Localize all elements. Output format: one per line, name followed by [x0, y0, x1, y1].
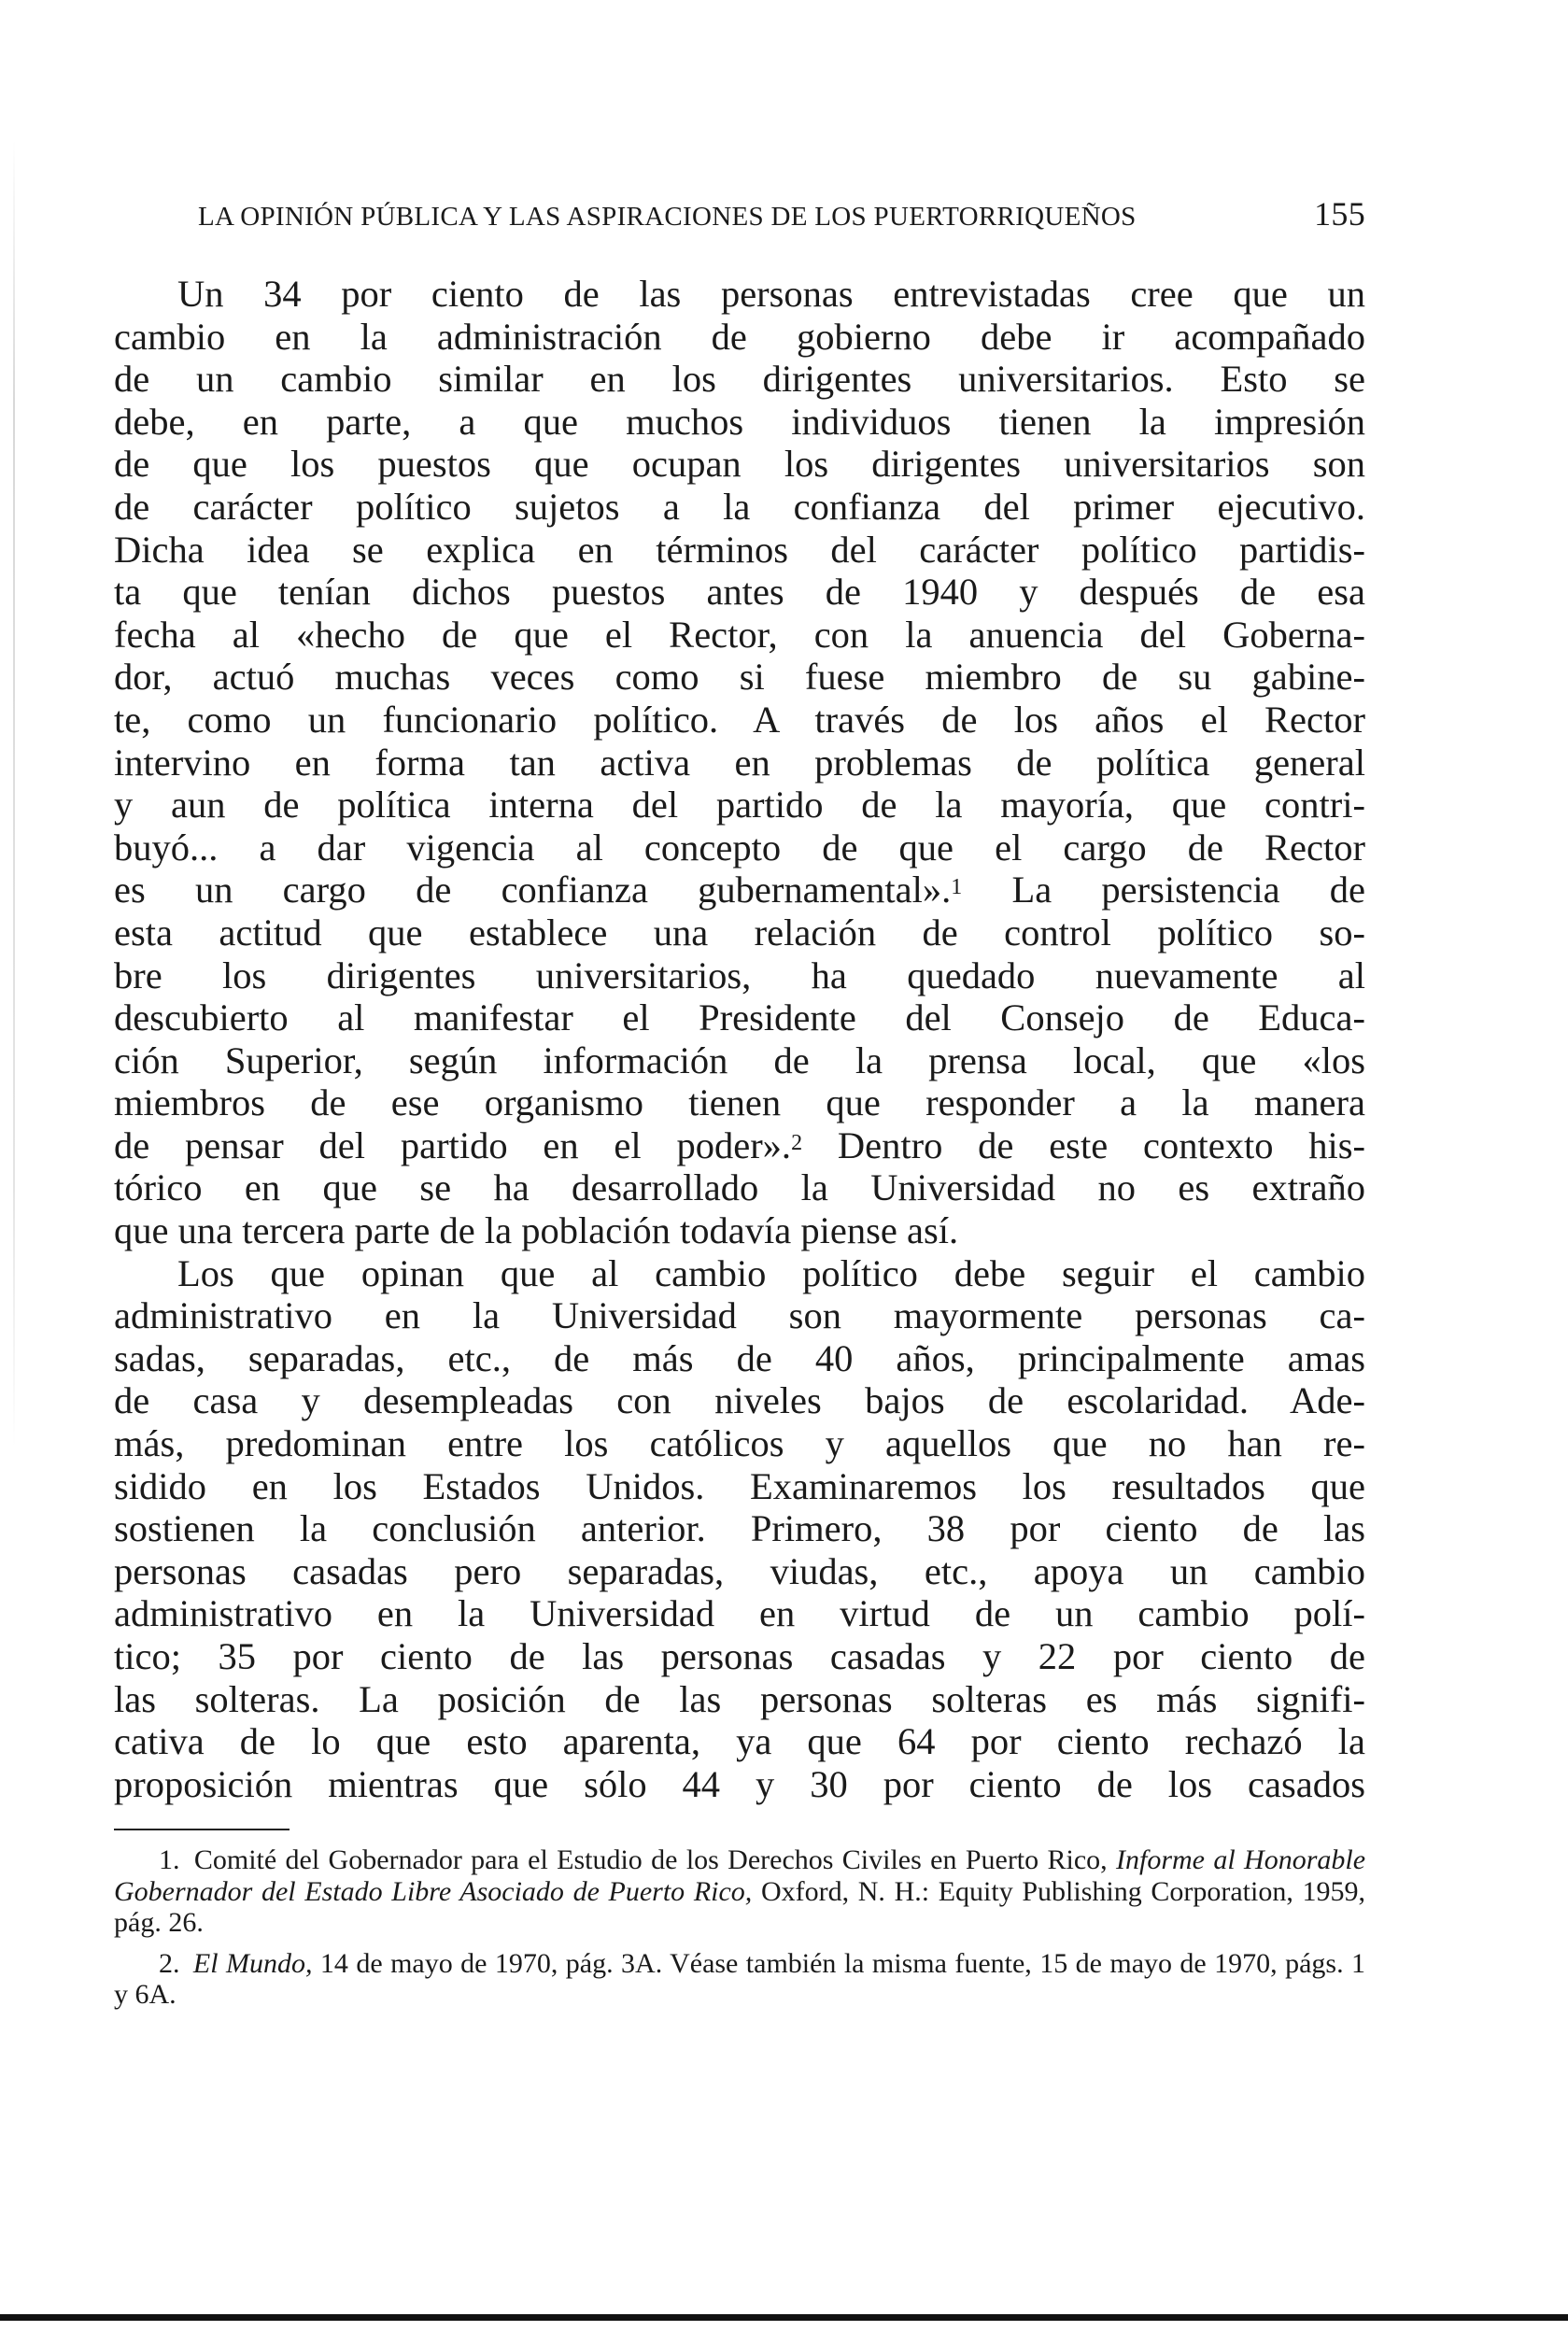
body-line: y aun de política interna del partido de la mayoría, que contri-: [114, 784, 1365, 826]
body-line: intervino en forma tan activa en problemas de política general: [114, 741, 1365, 784]
footnote-text: 14 de mayo de 1970, pág. 3A. Véase también la misma fuente, 15 de mayo de 1970, págs. 1 y 6A.: [114, 1947, 1366, 2010]
body-line: Un 34 por ciento de las personas entrevistadas cree que un: [177, 273, 1365, 315]
body-line: sostienen la conclusión anterior. Primero, 38 por ciento de las: [114, 1507, 1365, 1550]
body-line: administrativo en la Universidad en virtud de un cambio polí-: [114, 1592, 1365, 1635]
footnote-title: Informe al Honorable Gobernador del Estado Libre Asociado de Puerto Rico,: [114, 1844, 1366, 1907]
body-line: fecha al «hecho de que el Rector, con la anuencia del Goberna-: [114, 613, 1365, 656]
body-line: proposición mientras que sólo 44 y 30 por ciento de los casados: [114, 1762, 1365, 1805]
footnote-title: El Mundo,: [192, 1947, 313, 1979]
body-line: más, predominan entre los católicos y aquellos que no han re-: [114, 1422, 1365, 1465]
footnote-number: 2.: [159, 1947, 180, 1979]
body-line: Dicha idea se explica en términos del carácter político partidis-: [114, 528, 1365, 571]
body-line-with-note: [114, 869, 1365, 911]
body-text: [114, 273, 1365, 1805]
footnote-ref-1: 1: [951, 875, 963, 900]
body-line: de un cambio similar en los dirigentes universitarios. Esto se: [114, 358, 1365, 401]
body-line: personas casadas pero separadas, viudas, etc., apoya un cambio: [114, 1549, 1365, 1592]
body-line: descubierto al manifestar el Presidente del Consejo de Educa-: [114, 996, 1365, 1039]
footnote-separator: [114, 1829, 290, 1830]
body-line-with-note: [114, 1124, 1365, 1167]
body-line: tórico en que se ha desarrollado la Universidad no es extraño: [114, 1166, 1365, 1209]
body-line-part: es un cargo de confianza gubernamental».: [114, 869, 952, 911]
body-line: sadas, separadas, etc., de más de 40 años, principalmente amas: [114, 1336, 1365, 1379]
footnote-number: 1.: [159, 1844, 180, 1875]
body-line-part: Dentro de este contexto his-: [837, 1123, 1366, 1166]
footnotes: [114, 1844, 1365, 2020]
body-line: cambio en la administración de gobierno debe ir acompañado: [114, 315, 1365, 358]
body-line: esta actitud que establece una relación de control político so-: [114, 911, 1365, 954]
body-line: de que los puestos que ocupan los dirigentes universitarios son: [114, 443, 1365, 486]
footnote-text: Comité del Gobernador para el Estudio de los Derechos Civiles en Puerto Rico,: [193, 1844, 1108, 1875]
body-line: Los que opinan que al cambio político debe seguir el cambio: [177, 1251, 1365, 1294]
body-line-part: de pensar del partido en el poder».: [114, 1123, 792, 1166]
body-line: cativa de lo que esto aparenta, ya que 64 por ciento rechazó la: [114, 1720, 1365, 1763]
body-line: ción Superior, según información de la prensa local, que «los: [114, 1038, 1365, 1081]
body-line: de carácter político sujetos a la confianza del primer ejecutivo.: [114, 485, 1365, 528]
body-line: ta que tenían dichos puestos antes de 1940 y después de esa: [114, 571, 1365, 614]
body-line: administrativo en la Universidad son mayormente personas ca-: [114, 1294, 1365, 1337]
body-line: debe, en parte, a que muchos individuos tienen la impresión: [114, 400, 1365, 443]
running-header: [198, 194, 1365, 233]
body-line: dor, actuó muchas veces como si fuese miembro de su gabine-: [114, 656, 1365, 699]
body-line: sidido en los Estados Unidos. Examinaremos los resultados que: [114, 1464, 1365, 1507]
scan-edge: [13, 140, 15, 1448]
footnote-text: Oxford, N. H.: Equity Publishing Corporation, 1959, pág. 26.: [114, 1875, 1366, 1938]
body-line: que una tercera parte de la población todavía piense así.: [114, 1209, 959, 1252]
page-number: 155: [1314, 195, 1365, 233]
footnote-ref-2: 2: [791, 1130, 803, 1155]
footnote-1: [114, 1844, 1365, 1939]
body-line-part: La persistencia de: [1011, 869, 1366, 911]
body-line: buyó... a dar vigencia al concepto de que el cargo de Rector: [114, 826, 1365, 869]
body-line: te, como un funcionario político. A través de los años el Rector: [114, 698, 1365, 741]
running-title: LA OPINIÓN PÚBLICA Y LAS ASPIRACIONES DE LOS PUERTORRIQUEÑOS: [198, 202, 1137, 232]
body-line: tico; 35 por ciento de las personas casadas y 22 por ciento de: [114, 1635, 1365, 1677]
body-line: las solteras. La posición de las personas solteras es más signifi-: [114, 1677, 1365, 1720]
page-bottom-border: [0, 2314, 1568, 2321]
footnote-2: [114, 1948, 1365, 2011]
body-line: miembros de ese organismo tienen que responder a la manera: [114, 1081, 1365, 1124]
body-line: de casa y desempleadas con niveles bajos de escolaridad. Ade-: [114, 1379, 1365, 1422]
body-line: bre los dirigentes universitarios, ha quedado nuevamente al: [114, 954, 1365, 996]
